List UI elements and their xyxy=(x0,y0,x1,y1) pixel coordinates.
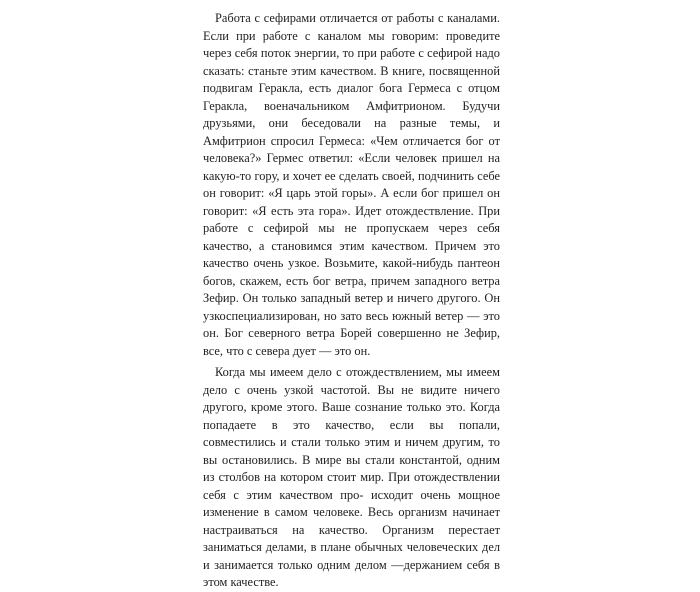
paragraph-1: Работа с сефирами отличается от работы с каналами. Если при работе с каналом мы говорим: проведите через себя поток энергии, то при работе с сефирой надо сказать: станьте этим качеством. В книге, посвященной подвигам Геракла, есть диалог бога Гермеса с отцом Геракла, военачальником Амфитрионом. Будучи друзьями, они беседовали на разные темы, и Амфитрион спросил Гермеса: «Чем отличается бог от человека?» Гермес ответил: «Если человек пришел на какую-то гору, и хочет ее сделать своей, подчинить себе он говорит: «Я царь этой горы». А если бог пришел он говорит: «Я есть эта гора». Идет отождествление. При работе с сефирой мы не пропускаем через себя качество, а становимся этим качеством. Причем это качество очень узкое. Возьмите, какой-нибудь пантеон богов, скажем, есть бог ветра, причем западного ветра Зефир. Он только западный ветер и ничего другого. Он узкоспециализирован, но зато весь южный ветер — это он. Бог северного ветра Борей совершенно не Зефир, все, что с севера дует — это он. xyxy=(203,11,500,358)
document-page xyxy=(203,10,500,592)
paragraph-2: Когда мы имеем дело с отождествлением, мы имеем дело с очень узкой частотой. Вы не видите ничего другого, кроме этого. Ваше сознание только это. Когда попадаете в это качество, если вы попали, совместились и стали только этим и ничем другим, то вы остановились. В мире вы стали константой, одним из столбов на котором стоит мир. При отождествлении себя с этим качеством про- исходит очень мощное изменение в самом человеке. Весь организм начинает настраиваться на качество. Организм перестает заниматься делами, в плане обычных человеческих дел и занимается только одним делом —держанием себя в этом качестве. xyxy=(203,365,500,589)
